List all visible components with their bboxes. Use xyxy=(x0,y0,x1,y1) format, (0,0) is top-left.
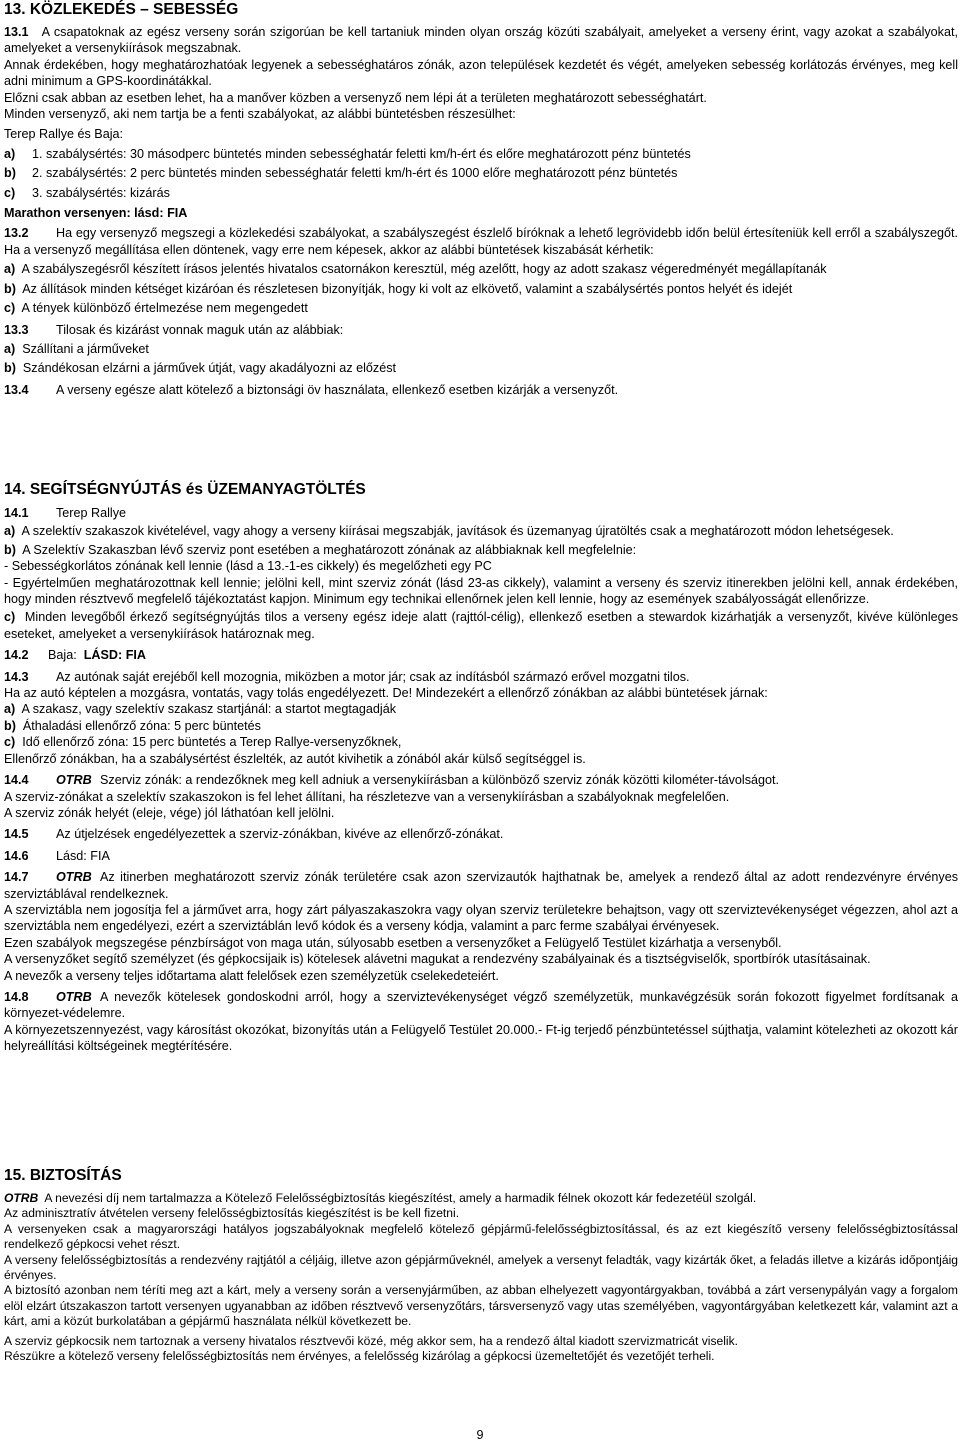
para-13-2-b xyxy=(4,281,958,297)
para-14-1-b xyxy=(4,542,958,558)
para-14-3-a xyxy=(4,701,958,717)
para-13-1-number: 13.1 xyxy=(4,25,29,39)
para-13-3-b xyxy=(4,360,958,376)
para-14-4-otrb: OTRB xyxy=(56,773,92,788)
penalty-item-c-label: c) xyxy=(4,185,16,200)
para-13-overtaking: Előzni csak abban az esetben lehet, ha a manőver közben a versenyző nem lépi át a területen meghatározott sebességhatárt. xyxy=(4,90,707,105)
para-15-exclusions: A biztosító azonban nem téríti meg azt a kárt, mely a verseny során a versenyjárműben, az abban elhelyezett vagyontárgyakban, továbbá a zárt versenypályán vagy a forgalom elöl elzárt útszakaszon tartott versenyen ugyanabban az időben résztvevő versenyzőtárs, társversenyző vagy utas személyében, vagyontárgyában keletkezett kár, valamint azt a kárt, ami a közút burkolatában a gépjármű használata nélkül következett be. xyxy=(4,1283,958,1329)
para-15-fee xyxy=(4,1191,958,1206)
para-14-3-b-label: b) xyxy=(4,718,16,733)
section-14-heading: 14. SEGÍTSÉGNYÚJTÁS és ÜZEMANYAGTÖLTÉS xyxy=(4,481,366,498)
penalty-item-a-text: 1. szabálysértés: 30 másodperc büntetés minden sebességhatár feletti km/h-ért és előre meghatározott pénz büntetés xyxy=(32,146,691,161)
para-14-7 xyxy=(4,869,958,902)
para-15-liability: Részükre a kötelező verseny felelősségbiztosítás nem érvényes, a felelősség kizárólag a gépkocsi üzemeltetőjét és vezetőjét terheli. xyxy=(4,1349,715,1364)
para-15-fee-text: A nevezési díj nem tartalmazza a Kötelező Felelősségbiztosítás kiegészítést, amely a harmadik félnek okozott kár fedezetéül szolgál. xyxy=(44,1191,757,1205)
para-14-2 xyxy=(4,647,958,663)
para-13-2-a-label: a) xyxy=(4,262,16,277)
para-13-3-number: 13.3 xyxy=(4,322,29,337)
para-14-4-number: 14.4 xyxy=(4,773,29,788)
para-13-3-text: Tilosak és kizárást vonnak maguk után az alábbiak: xyxy=(56,322,344,337)
para-14-1-b-text: A Szelektív Szakaszban lévő szerviz pont esetében a meghatározott zónának az alábbiaknak kell megfelelnie: xyxy=(22,542,637,557)
para-14-7-otrb: OTRB xyxy=(56,870,92,885)
para-14-7-text: Az itinerben meghatározott szerviz zónák területére csak azon szervizautók hajthatnak be, amelyek a rendező által az adott rendezvényre érvényes szerviztáblával rendelkeznek. xyxy=(4,870,958,901)
para-14-3-number: 14.3 xyxy=(4,669,29,684)
para-14-3-outside-help: Ellenőrző zónákban, ha a szabálysértést észlelték, az autót kivihetik a zónából akár külső segítséggel is. xyxy=(4,751,586,766)
para-13-2-c-label: c) xyxy=(4,301,16,316)
para-15-mandatory: A versenyeken csak a magyarországi hatályos jogszabályoknak megfelelő kötelező gépjármű-felelősségbiztosítással, és az ezt kiegészítő verseny felelősségbiztosítással rendelkező gépkocsi vehet részt. xyxy=(4,1221,958,1252)
section-15 xyxy=(4,1166,958,1364)
para-14-5-text: Az útjelzések engedélyezettek a szerviz-zónákban, kivéve az ellenőrző-zónákat. xyxy=(56,827,504,842)
para-14-3-a-label: a) xyxy=(4,702,16,717)
para-14-3-a-text: A szakasz, vagy szelektív szakasz startjánál: a startot megtagadják xyxy=(21,702,397,717)
para-14-3 xyxy=(4,669,958,685)
section-13-heading: 13. KÖZLEKEDÉS – SEBESSÉG xyxy=(4,1,239,18)
page-number: 9 xyxy=(476,1428,484,1442)
para-14-1-c xyxy=(4,609,958,642)
para-13-3-b-label: b) xyxy=(4,361,16,376)
para-14-7-responsibility: A nevezők a verseny teljes időtartama alatt felelősek ezen személyzetük cselekedeteiért. xyxy=(4,968,499,983)
para-13-4 xyxy=(4,382,958,398)
para-14-1-b-label: b) xyxy=(4,542,16,557)
para-14-1 xyxy=(4,505,958,521)
para-14-1-a-label: a) xyxy=(4,524,16,539)
para-13-3-a-text: Szállítani a járműveket xyxy=(22,341,149,356)
para-14-1-a xyxy=(4,523,958,539)
para-14-6-number: 14.6 xyxy=(4,848,29,863)
para-14-8 xyxy=(4,989,958,1022)
para-14-3-towing: Ha az autó képtelen a mozgásra, vontatás, vagy tolás engedélyezett. De! Mindezekért a ellenőrző zónákban az alábbi büntetések járnak: xyxy=(4,686,768,701)
para-14-7-service-sign: A szerviztábla nem jogosítja fel a járművet arra, hogy zárt pályaszakaszokra vagy olyan szerviz területekre behajtson, vagy ott szerviztevékenységet végezzen, ahol azt a szerviztábla nem engedélyezi, ezért a szerviztáblán levő kódok és a verseny kódja, valamint a parc ferme szabályai érvényesek. xyxy=(4,902,958,934)
penalty-item-c-text: 3. szabálysértés: kizárás xyxy=(32,185,170,200)
para-14-8-otrb: OTRB xyxy=(56,989,92,1004)
para-14-8-number: 14.8 xyxy=(4,989,29,1004)
para-13-gps: Annak érdekében, hogy meghatározhatóak legyenek a sebességhatáros zónák, azon települések kezdetét és végét, amelyeken sebesség korlátozás érvényes, meg kell adni minimum a GPS-koordinátákkal. xyxy=(4,57,958,89)
para-13-3-b-text: Szándékosan elzárni a járművek útját, vagy akadályozni az előzést xyxy=(22,361,397,376)
para-13-2-c-text: A tények különböző értelmezése nem megengedett xyxy=(21,301,308,316)
para-14-4 xyxy=(4,772,958,788)
para-14-3-b-text: Áthaladási ellenőrző zóna: 5 perc büntetés xyxy=(22,718,261,733)
para-14-4-text: Szerviz zónák: a rendezőknek meg kell adniuk a versenykiírásban a különböző szerviz zónák közötti kilométer-távolságot. xyxy=(100,773,779,788)
marathon-note: Marathon versenyen: lásd: FIA xyxy=(4,206,188,221)
para-14-5 xyxy=(4,826,958,842)
para-14-8-pollution: A környezetszennyezést, vagy károsítást okozókat, bizonyítás után a Felügyelő Testület 20.000.- Ft-ig terjedő pénzbüntetéssel sújthatja, valamint kötelezheti az okozott kár helyreállítási költségeinek megtérítésére. xyxy=(4,1022,958,1054)
para-13-2-number: 13.2 xyxy=(4,226,29,241)
para-13-3-a xyxy=(4,341,958,357)
para-13-1 xyxy=(4,24,958,57)
penalty-item-b xyxy=(4,165,958,181)
para-14-1-text: Terep Rallye xyxy=(56,506,126,520)
para-14-6 xyxy=(4,848,958,864)
penalty-item-b-label: b) xyxy=(4,166,16,181)
para-14-4-selective: A szerviz-zónákat a szelektív szakaszokon is fel lehet állítani, ha részletezve van a versenykiírásban a szabályoknak megfelelően. xyxy=(4,789,730,804)
para-14-3-c-text: Idő ellenőrző zóna: 15 perc büntetés a Terep Rallye-versenyzőknek, xyxy=(22,735,402,750)
dash-item-service-zone: - Egyértelműen meghatározottnak kell lennie; jelölni kell, mint szerviz zónát (lásd 23-as cikkely), valamint a verseny és szerviz itinerekben jelölni kell, annak érdekében, hogy minden résztvevő megfelelő tájékoztatást kapjon. Minimum egy technikai ellenőrnek jelen kell lennie, hogy az események szabályosságát ellenőrizze. xyxy=(4,575,958,607)
para-13-2 xyxy=(4,225,958,258)
para-13-2-a-text: A szabályszegésről készített írásos jelentés hivatalos csatornákon keresztül, még azelőtt, hogy az adott szakasz végeredményét megállapítanák xyxy=(21,262,827,277)
terep-rallye-label: Terep Rallye és Baja: xyxy=(4,127,124,142)
penalty-item-a-label: a) xyxy=(4,146,16,161)
para-14-2-number: 14.2 xyxy=(4,648,29,663)
para-14-7-number: 14.7 xyxy=(4,870,29,885)
para-14-3-b xyxy=(4,718,958,734)
para-15-otrb: OTRB xyxy=(4,1191,39,1205)
penalty-item-c xyxy=(4,185,958,201)
para-14-3-text: Az autónak saját erejéből kell mozognia, miközben a motor jár; csak az indításból származó erővel mozgatni tilos. xyxy=(56,669,690,684)
para-14-5-number: 14.5 xyxy=(4,827,29,842)
para-14-4-marking: A szerviz zónák helyét (eleje, vége) jól láthatóan kell jelölni. xyxy=(4,805,335,820)
penalty-item-a xyxy=(4,146,958,162)
para-14-7-fines: Ezen szabályok megszegése pénzbírságot von maga után, súlyosabb esetben a versenyzőket a Felügyelő Testület kizárhatja a versenyből. xyxy=(4,935,782,950)
penalty-item-b-text: 2. szabálysértés: 2 perc büntetés minden sebességhatár feletti km/h-ért és 1000 előre meghatározott pénz büntetés xyxy=(32,166,678,181)
para-13-2-text: Ha egy versenyző megszegi a közlekedési szabályokat, a szabályszegést észlelő bíróknak a lehető legrövidebb időn belül értesíteniük kell erről a szabályszegőt. Ha a versenyző megállítása ellen döntenek, vagy erre nem képesek, akkor az alábbi büntetések kiszabását kérhetik: xyxy=(4,226,958,257)
para-13-2-b-label: b) xyxy=(4,281,16,296)
para-13-2-c xyxy=(4,300,958,316)
para-13-penalty-intro: Minden versenyző, aki nem tartja be a fenti szabályokat, az alábbi büntetésben részesülhet: xyxy=(4,107,516,122)
para-14-6-text: Lásd: FIA xyxy=(56,848,110,863)
para-14-1-number: 14.1 xyxy=(4,506,29,520)
para-13-3 xyxy=(4,322,958,338)
para-14-1-c-label: c) xyxy=(4,610,16,625)
para-14-1-c-text: Minden levegőből érkező segítségnyújtás tilos a verseny egész ideje alatt (rajttól-célig), ellenkező esetben a stewardok kizárhatják a versenyzőt, kivéve különleges eseteket, amelyeket a versenykiírások határoznak meg. xyxy=(4,610,958,641)
para-14-2-text: Baja: xyxy=(48,648,77,663)
section-14 xyxy=(4,480,958,1055)
para-14-2-bold: LÁSD: FIA xyxy=(83,648,146,663)
para-13-3-a-label: a) xyxy=(4,341,16,356)
para-14-7-staff: A versenyzőket segítő személyzet (és gépkocsijaik is) kötelesek alávetni magukat a rendezvény szabályainak és a tisztségviselők, sportbírók utasításainak. xyxy=(4,952,871,967)
para-15-service-cars: A szerviz gépkocsik nem tartoznak a verseny hivatalos résztvevői közé, még akkor sem, ha a rendező által kiadott szervizmatricát viselik. xyxy=(4,1333,738,1348)
para-15-validity: A verseny felelősségbiztosítás a rendezvény rajtjától a céljáig, illetve azon gépjárműveknél, amelyek a versenyt feladták, vagy kizárták őket, a feladás illetve a kizárás időpontjáig érvényes. xyxy=(4,1252,958,1283)
para-13-2-a xyxy=(4,261,958,277)
para-14-3-c-label: c) xyxy=(4,735,16,750)
para-14-1-a-text: A szelektív szakaszok kivételével, vagy ahogy a verseny kiírásai megszabják, javítások és üzemanyag újratöltés csak a meghatározott módon lehetségesek. xyxy=(21,524,894,539)
section-15-heading: 15. BIZTOSÍTÁS xyxy=(4,1167,122,1184)
para-14-3-c xyxy=(4,734,958,750)
section-13 xyxy=(4,0,958,398)
para-13-4-text: A verseny egésze alatt kötelező a biztonsági öv használata, ellenkező esetben kizárják a versenyzőt. xyxy=(56,382,619,397)
para-15-admin: Az adminisztratív átvételen verseny felelősségbiztosítás kiegészítést is be kell fizetni. xyxy=(4,1206,460,1221)
para-14-8-text: A nevezők kötelesek gondoskodni arról, hogy a szerviztevékenységet végző személyzetük, munkavégzésük során fokozott figyelmet fordítsanak a környezet-védelemre. xyxy=(4,989,958,1021)
para-13-1-text: A csapatoknak az egész verseny során szigorúan be kell tartaniuk minden olyan ország közúti szabályait, amelyeket a verseny érint, vagy azokat a szabályokat, amelyeket a versenykiírások megszabnak. xyxy=(4,25,958,56)
para-13-4-number: 13.4 xyxy=(4,382,29,397)
dash-item-speed-zone: - Sebességkorlátos zónának kell lennie (lásd a 13.-1-es cikkely) és megelőzheti egy PC xyxy=(4,559,492,574)
para-13-2-b-text: Az állítások minden kétséget kizáróan és részletesen bizonyítják, hogy ki volt az elkövető, valamint a szabálysértés pontos helyét és idejét xyxy=(22,281,793,296)
